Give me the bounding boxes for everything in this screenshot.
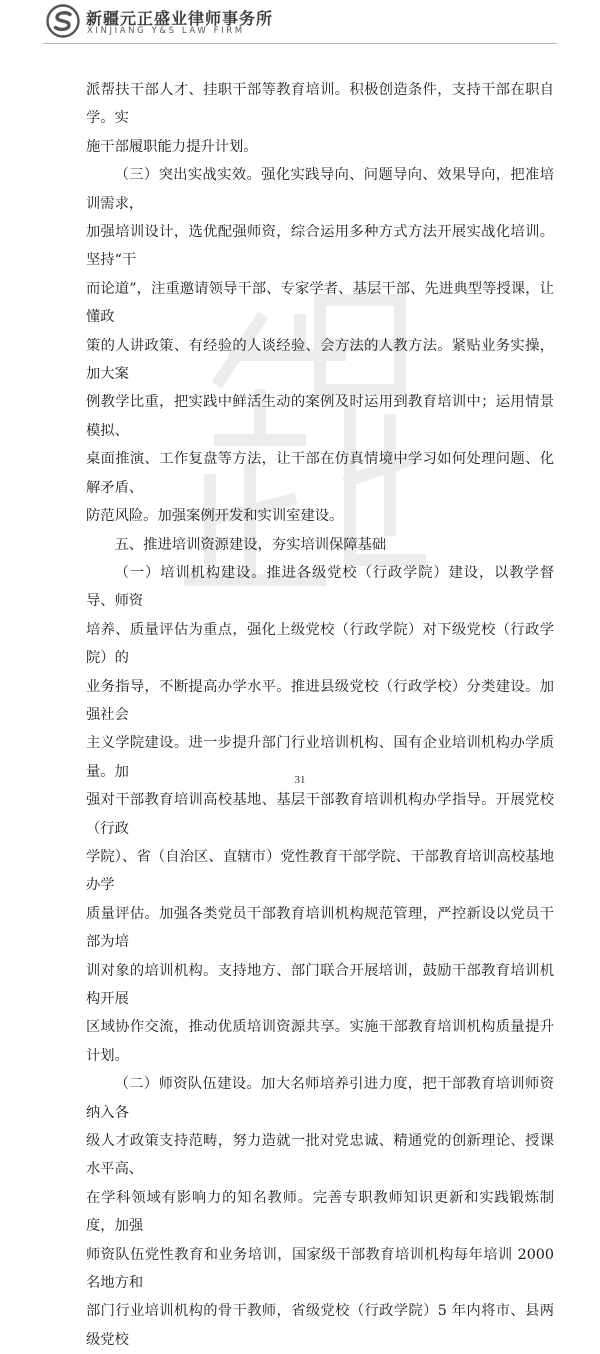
- document-body: [86, 76, 554, 1354]
- firm-name-english: XINJIANG Y&S LAW FIRM: [87, 26, 245, 36]
- page-number: 31: [294, 774, 306, 786]
- paragraph-faculty-building: （二）师资队伍建设。加大名师培养引进力度，把干部教育培训师资纳入各 级人才政策支持范畴，努力造就一批对党忠诚、精通党的创新理论、授课水平高、 在学科领域有影响力的知名教师。完善专职教师知识更新和实践锻炼制度，加强 师资队伍党性教育和业务培训，国家级干部教育培训机构每年培训 2000 名地方和 部门行业培训机构的骨干教师，省级党校（行政学院）5 年内将市、县两级党校: [86, 1076, 554, 1348]
- page-header: [0, 0, 600, 44]
- firm-logo-icon: [46, 4, 80, 38]
- paragraph-training-plan: 派帮扶干部人才、挂职干部等教育培训。积极创造条件，支持干部在职自学。实 施干部履职能力提升计划。: [86, 82, 554, 155]
- paragraph-practical-effect: （三）突出实战实效。强化实践导向、问题导向、效果导向，把准培训需求， 加强培训设计，选优配强师资，综合运用多种方式方法开展实战化培训。坚持“干 而论道”，注重邀请领导干部、专家学者、基层干部、先进典型等授课，让懂政 策的人讲政策、有经验的人谈经验、会方法的人教方法。紧贴业务实操，加大案 例教学比重，把实践中鲜活生动的案例及时运用到教育培训中；运用情景模拟、 桌面推演、工作复盘等方法，让干部在仿真情境中学习如何处理问题、化解矛盾、 防范风险。加强案例开发和实训室建设。: [86, 167, 554, 525]
- paragraph-institution-building: （一）培训机构建设。推进各级党校（行政学院）建设，以教学督导、师资 培养、质量评估为重点，强化上级党校（行政学院）对下级党校（行政学院）的 业务指导，不断提高办学水平。推进县级党校（行政学校）分类建设。加强社会 主义学院建设。进一步提升部门行业培训机构、国有企业培训机构办学质量。加 强对干部教育培训高校基地、基层干部教育培训机构办学指导。开展党校（行政 学院）、省（自治区、直辖市）党性教育干部学院、干部教育培训高校基地办学 质量评估。加强各类党员干部教育培训机构规范管理，严控新设以党员干部为培 训对象的培训机构。支持地方、部门联合开展培训，鼓励干部教育培训机构开展 区域协作交流，推动优质培训资源共享。实施干部教育培训机构质量提升计划。: [86, 564, 554, 1064]
- firm-name-chinese: 新疆元正盛业律师事务所: [86, 9, 274, 28]
- section-heading-resources: 五、推进培训资源建设，夯实培训保障基础: [114, 536, 387, 553]
- header-divider: [43, 43, 557, 44]
